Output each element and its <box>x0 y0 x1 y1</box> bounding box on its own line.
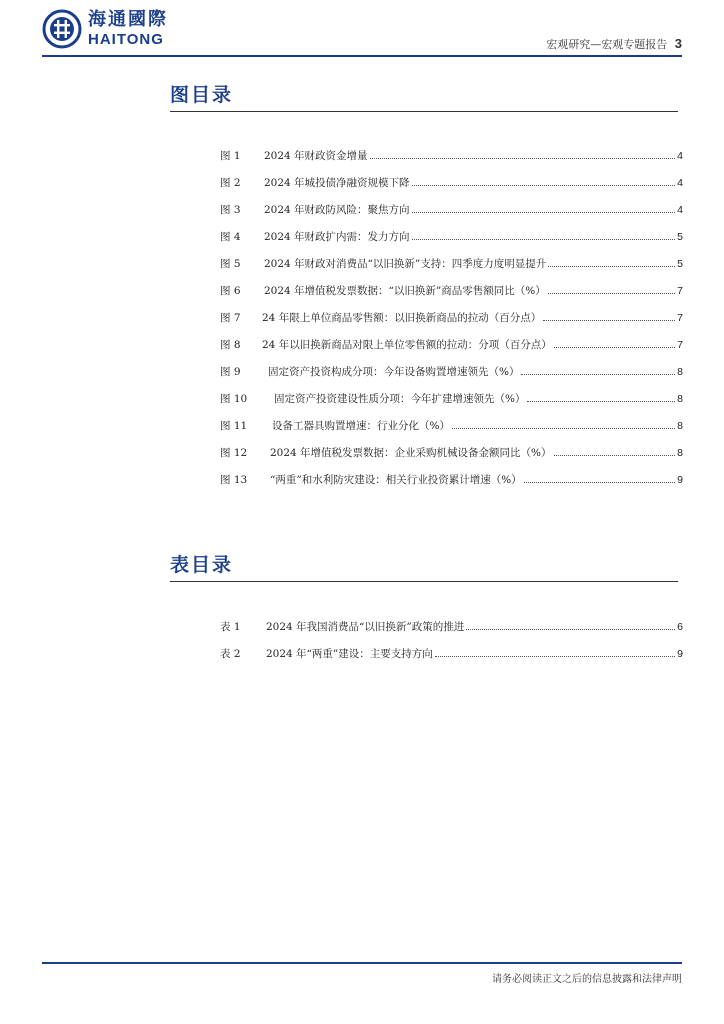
toc-entry-page: 5 <box>677 231 683 243</box>
toc-entry-title: 2024 年财政防风险：聚焦方向 <box>264 204 410 216</box>
toc-entry-label: 图 3 <box>220 204 241 216</box>
toc-leader-dots <box>435 656 675 657</box>
tables-heading: 表目录 <box>170 550 678 582</box>
figure-toc-entry[interactable] <box>220 391 683 407</box>
footer-disclaimer: 请务必阅读正文之后的信息披露和法律声明 <box>492 974 682 985</box>
toc-entry-page: 4 <box>677 150 683 162</box>
logo-chinese-name: 海通國際 <box>88 9 168 30</box>
table-toc-entry[interactable] <box>220 646 683 662</box>
toc-entry-title: “两重”和水利防灾建设：相关行业投资累计增速（%） <box>270 474 522 486</box>
toc-entry-label: 图 1 <box>220 150 241 162</box>
toc-leader-dots <box>554 455 676 456</box>
figure-toc-entry[interactable] <box>220 337 683 353</box>
toc-entry-title: 2024 年财政对消费品“以旧换新”支持：四季度力度明显提升 <box>264 258 547 270</box>
toc-leader-dots <box>370 158 676 159</box>
toc-entry-title: 2024 年城投债净融资规模下降 <box>264 177 410 189</box>
toc-entry-title: 24 年以旧换新商品对限上单位零售额的拉动：分项（百分点） <box>262 339 552 351</box>
toc-entry-label: 图 4 <box>220 231 241 243</box>
haitong-logo <box>42 9 168 49</box>
toc-entry-page: 8 <box>677 393 683 405</box>
figure-toc-entry[interactable] <box>220 310 683 326</box>
toc-entry-label: 图 8 <box>220 339 241 351</box>
toc-entry-title: 固定资产投资建设性质分项：今年扩建增速领先（%） <box>274 393 526 405</box>
figures-heading: 图目录 <box>170 80 678 112</box>
toc-entry-page: 7 <box>677 285 683 297</box>
figure-toc-entry[interactable] <box>220 175 683 191</box>
toc-entry-page: 8 <box>677 447 683 459</box>
toc-leader-dots <box>554 347 675 348</box>
toc-entry-label: 图 10 <box>220 393 248 405</box>
report-type: 宏观研究—宏观专题报告 <box>546 38 668 51</box>
toc-entry-title: 设备工器具购置增速：行业分化（%） <box>272 420 450 432</box>
report-header <box>546 36 682 52</box>
page-number: 3 <box>674 36 682 51</box>
figure-toc-entry[interactable] <box>220 445 683 461</box>
table-toc-entry[interactable] <box>220 619 683 635</box>
toc-leader-dots <box>412 212 676 213</box>
toc-entry-label: 图 2 <box>220 177 241 189</box>
toc-entry-page: 7 <box>677 312 683 324</box>
figure-toc-entry[interactable] <box>220 256 683 272</box>
toc-leader-dots <box>452 428 675 429</box>
toc-entry-page: 9 <box>677 474 683 486</box>
figure-toc-entry[interactable] <box>220 202 683 218</box>
toc-leader-dots <box>521 374 675 375</box>
figure-toc-entry[interactable] <box>220 148 683 164</box>
toc-entry-title: 24 年限上单位商品零售额：以旧换新商品的拉动（百分点） <box>262 312 542 324</box>
toc-entry-page: 4 <box>677 204 683 216</box>
toc-leader-dots <box>524 482 675 483</box>
figure-toc-entry[interactable] <box>220 472 683 488</box>
toc-entry-title: 2024 年增值税发票数据：企业采购机械设备金额同比（%） <box>270 447 552 459</box>
toc-entry-title: 2024 年财政扩内需：发力方向 <box>264 231 410 243</box>
toc-entry-label: 表 2 <box>220 648 241 660</box>
figure-toc-entry[interactable] <box>220 364 683 380</box>
toc-leader-dots <box>412 185 676 186</box>
toc-leader-dots <box>527 401 675 402</box>
toc-entry-page: 7 <box>677 339 683 351</box>
toc-entry-page: 9 <box>677 648 683 660</box>
toc-entry-label: 图 6 <box>220 285 241 297</box>
haitong-logo-icon <box>42 9 82 49</box>
toc-entry-label: 图 13 <box>220 474 248 486</box>
toc-entry-page: 6 <box>677 621 683 633</box>
toc-entry-page: 8 <box>677 420 683 432</box>
toc-leader-dots <box>466 629 675 630</box>
toc-leader-dots <box>412 239 676 240</box>
toc-entry-label: 图 9 <box>220 366 241 378</box>
toc-entry-label: 图 5 <box>220 258 241 270</box>
toc-leader-dots <box>543 320 675 321</box>
toc-entry-page: 4 <box>677 177 683 189</box>
toc-entry-title: 2024 年“两重”建设：主要支持方向 <box>266 648 433 660</box>
toc-leader-dots <box>548 266 675 267</box>
toc-entry-title: 2024 年增值税发票数据：“以旧换新”商品零售额同比（%） <box>264 285 546 297</box>
toc-entry-title: 2024 年财政资金增量 <box>264 150 368 162</box>
figure-toc-entry[interactable] <box>220 229 683 245</box>
toc-entry-page: 8 <box>677 366 683 378</box>
toc-entry-label: 图 12 <box>220 447 248 459</box>
toc-entry-title: 固定资产投资构成分项：今年设备购置增速领先（%） <box>268 366 520 378</box>
figure-toc-entry[interactable] <box>220 283 683 299</box>
header-divider <box>42 55 682 57</box>
footer-divider <box>42 962 682 964</box>
toc-entry-page: 5 <box>677 258 683 270</box>
toc-entry-label: 表 1 <box>220 621 241 633</box>
figure-toc-entry[interactable] <box>220 418 683 434</box>
toc-entry-label: 图 11 <box>220 420 248 432</box>
logo-english-name: HAITONG <box>88 31 164 48</box>
toc-leader-dots <box>548 293 675 294</box>
toc-entry-label: 图 7 <box>220 312 241 324</box>
toc-entry-title: 2024 年我国消费品“以旧换新”政策的推进 <box>266 621 465 633</box>
